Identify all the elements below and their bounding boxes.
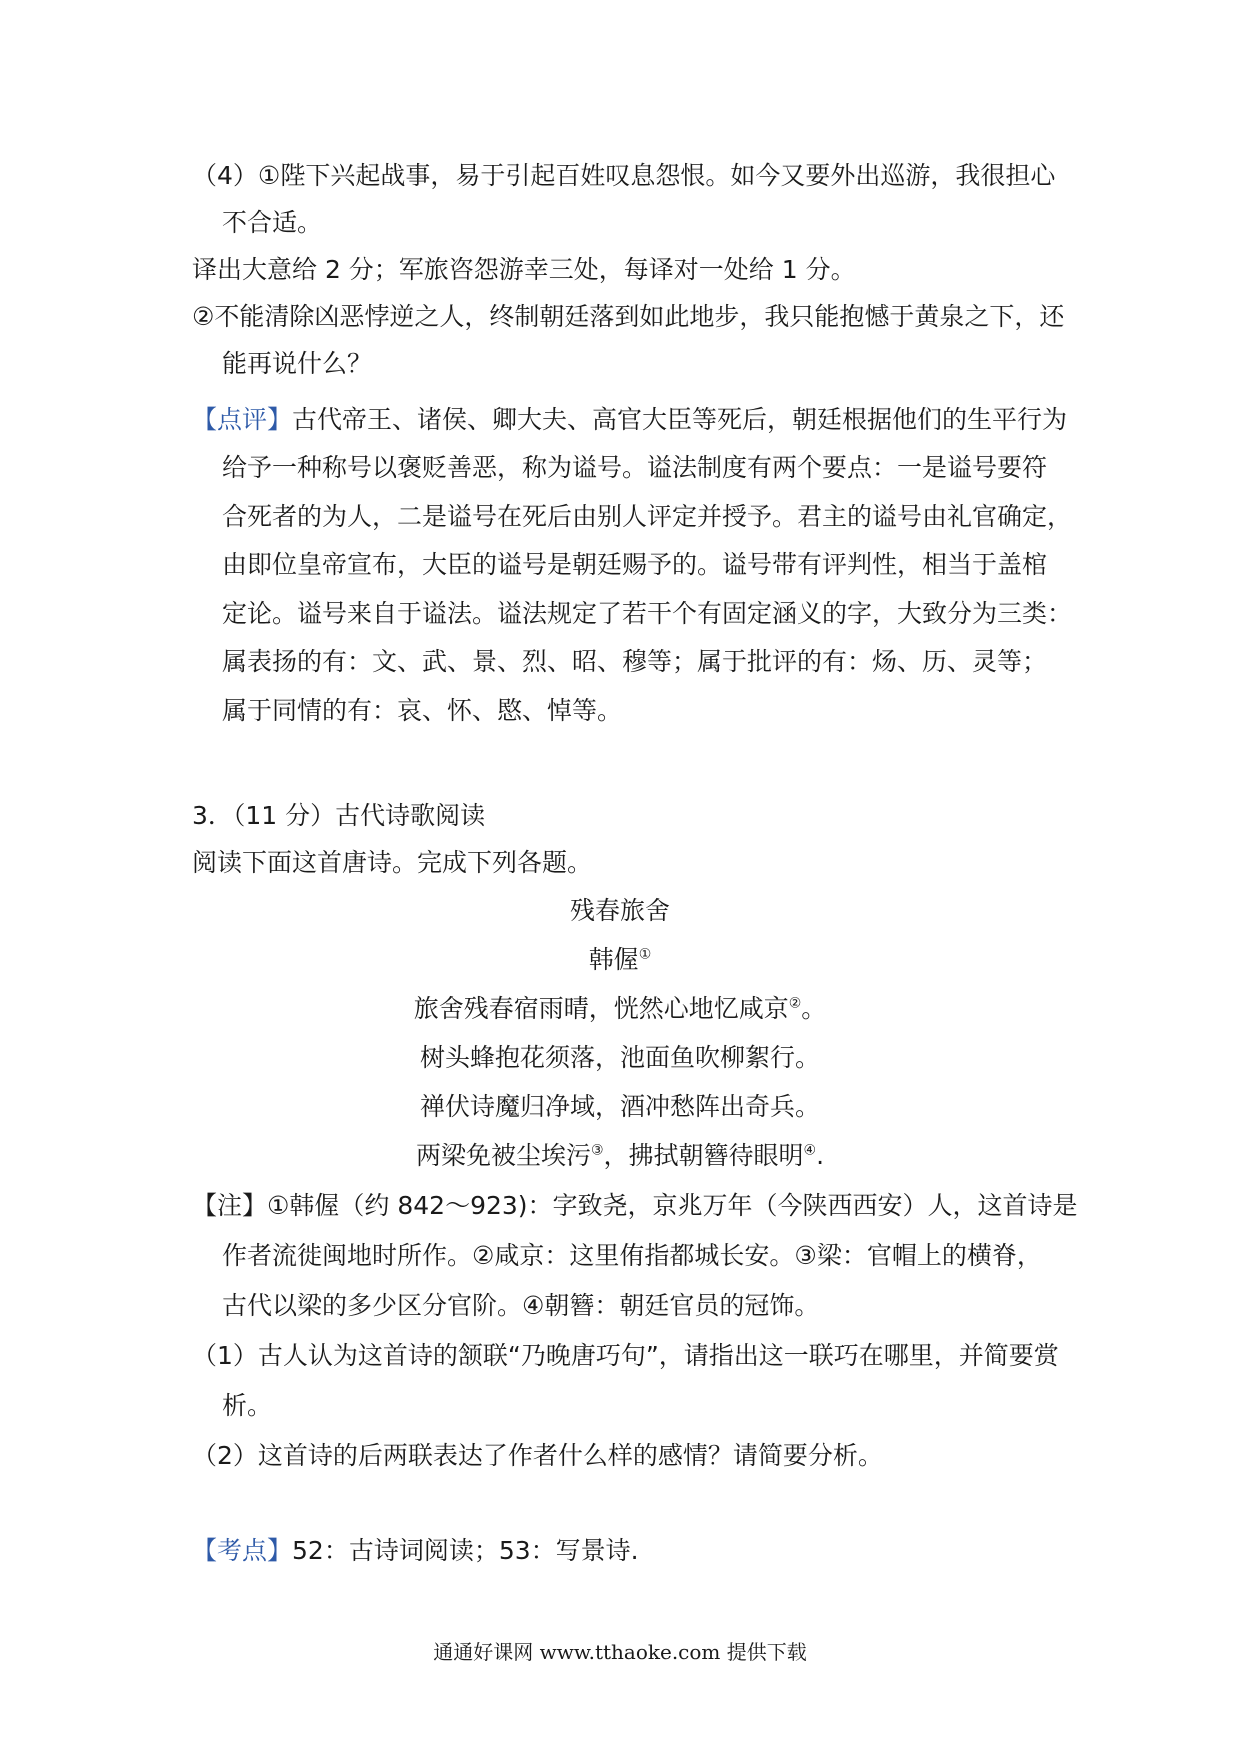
kaodian-tag: 【考点】 xyxy=(192,1536,293,1565)
note-line2: 作者流徙闽地时所作。②咸京：这里侑指都城长安。③梁：官帽上的横脊， xyxy=(222,1241,1042,1270)
footer: 通通好课网 www.tthaoke.com 提供下载 xyxy=(433,1640,807,1664)
poem-author: 韩偓① xyxy=(588,945,652,974)
poem-line1: 旅舍残春宿雨晴，恍然心地忆咸京②。 xyxy=(413,994,827,1023)
comment-tag: 【点评】 xyxy=(192,405,293,434)
kaodian-line xyxy=(192,1535,639,1567)
footnote-mark: ① xyxy=(638,946,652,963)
comment-line2: 给予一种称号以褒贬善恶，称为谥号。谥法制度有两个要点：一是谥号要符 xyxy=(222,453,1048,482)
comment-line3: 合死者的为人，二是谥号在死后由别人评定并授予。君主的谥号由礼官确定， xyxy=(222,502,1073,531)
comment-line4: 由即位皇帝宣布，大臣的谥号是朝廷赐予的。谥号带有评判性，相当于盖棺 xyxy=(222,550,1048,579)
comment-line5: 定论。谥号来自于谥法。谥法规定了若干个有固定涵义的字，大致分为三类： xyxy=(222,599,1073,628)
q3-heading: 3．（11 分）古代诗歌阅读 xyxy=(192,801,486,830)
poem-line3: 禅伏诗魔归净域，酒冲愁阵出奇兵。 xyxy=(419,1092,820,1121)
poem-line4: 两梁免被尘埃污③，拂拭朝簪待眼明④. xyxy=(415,1141,825,1170)
comment-text: 古代帝王、诸侯、卿大夫、高官大臣等死后，朝廷根据他们的生平行为 xyxy=(292,405,1068,434)
kaodian-text: 52：古诗词阅读；53：写景诗. xyxy=(292,1536,639,1565)
note-line3: 古代以梁的多少区分官阶。④朝簪：朝廷官员的冠饰。 xyxy=(222,1291,820,1320)
footnote-mark: ④ xyxy=(803,1142,817,1159)
question-1: （1）古人认为这首诗的颔联“乃晚唐巧句”，请指出这一联巧在哪里，并简要赏 xyxy=(192,1341,1059,1370)
question-2: （2）这首诗的后两联表达了作者什么样的感情？请简要分析。 xyxy=(192,1441,883,1470)
section4-line5: 能再说什么？ xyxy=(222,349,373,378)
section4-line2: 不合适。 xyxy=(222,208,323,237)
comment-line7: 属于同情的有：哀、怀、愍、悼等。 xyxy=(222,696,623,725)
footnote-mark: ② xyxy=(788,995,802,1012)
question-1-cont: 析。 xyxy=(222,1391,273,1420)
section4-line4: ②不能清除凶恶悖逆之人，终制朝廷落到如此地步，我只能抱憾于黄泉之下，还 xyxy=(192,302,1065,331)
comment-line1 xyxy=(192,404,1067,436)
note-line1: 【注】①韩偓（约 842～923)：字致尧，京兆万年（今陕西西安）人，这首诗是 xyxy=(192,1191,1078,1220)
comment-line6: 属表扬的有：文、武、景、烈、昭、穆等；属于批评的有：炀、历、灵等； xyxy=(222,647,1048,676)
footnote-mark: ③ xyxy=(590,1142,604,1159)
poem-title: 残春旅舍 xyxy=(569,896,670,925)
poem-line2: 树头蜂抱花须落，池面鱼吹柳絮行。 xyxy=(419,1043,820,1072)
q3-intro: 阅读下面这首唐诗。完成下列各题。 xyxy=(192,848,593,877)
section4-scoring: 译出大意给 2 分；军旅咨怨游幸三处，每译对一处给 1 分。 xyxy=(192,255,856,284)
section4-line1: （4）①陛下兴起战事，易于引起百姓叹息怨恨。如今又要外出巡游，我很担心 xyxy=(192,161,1056,190)
